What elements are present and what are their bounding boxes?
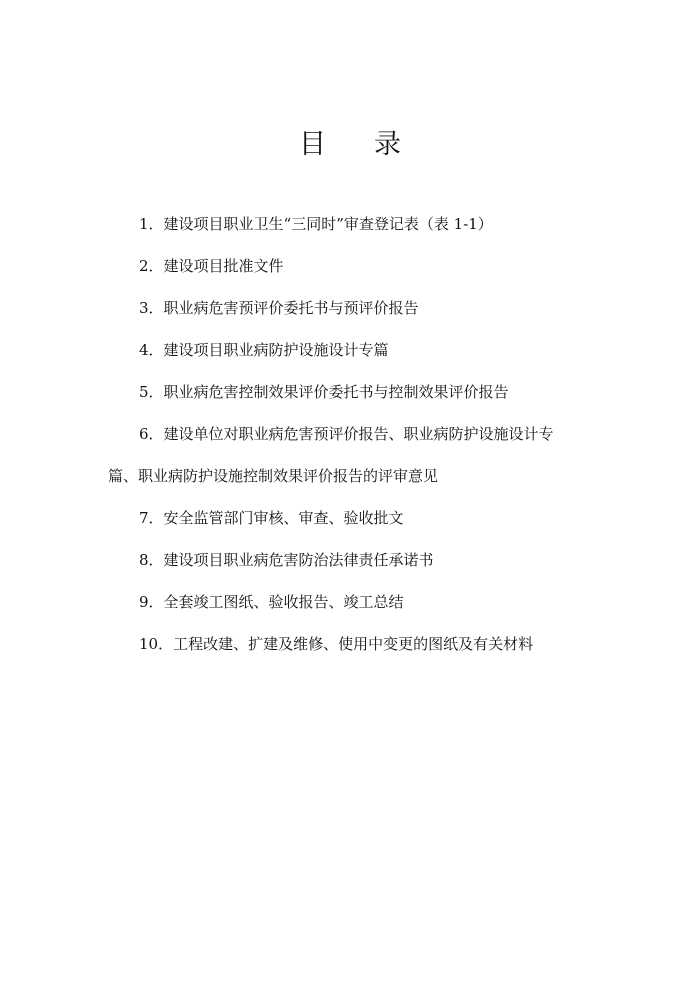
toc-item-number: 6．	[139, 425, 164, 443]
toc-item-text: 工程改建、扩建及维修、使用中变更的图纸及有关材料	[173, 635, 534, 653]
toc-item-4	[139, 343, 389, 358]
toc-item-10	[139, 637, 533, 652]
title-char-1: 目	[299, 129, 326, 160]
toc-item-number: 8．	[139, 551, 164, 569]
toc-item-1	[139, 217, 493, 232]
toc-item-9	[139, 595, 404, 610]
toc-item-text: 建设项目职业病防护设施设计专篇	[163, 341, 389, 359]
page-title	[0, 122, 700, 161]
toc-item-6	[139, 427, 554, 442]
toc-item-text: 全套竣工图纸、验收报告、竣工总结	[163, 593, 404, 611]
title-char-2: 录	[374, 129, 401, 160]
toc-item-number: 10．	[139, 635, 174, 653]
toc-item-8	[139, 553, 434, 568]
toc-item-2	[139, 259, 284, 274]
toc-item-number: 1．	[139, 215, 164, 233]
toc-item-number: 2．	[139, 257, 164, 275]
toc-item-text: 建设项目职业卫生“三同时”审查登记表（表 1-1）	[163, 215, 493, 233]
toc-item-number: 7．	[139, 509, 164, 527]
toc-item-text: 建设项目职业病危害防治法律责任承诺书	[163, 551, 434, 569]
toc-item-number: 3．	[139, 299, 164, 317]
toc-item-text: 建设项目批准文件	[163, 257, 284, 275]
toc-item-text: 安全监管部门审核、审查、验收批文	[163, 509, 404, 527]
toc-item-text: 职业病危害控制效果评价委托书与控制效果评价报告	[163, 383, 509, 401]
toc-item-7	[139, 511, 404, 526]
toc-item-3	[139, 301, 419, 316]
toc-item-number: 5．	[139, 383, 164, 401]
toc-item-text: 职业病危害预评价委托书与预评价报告	[163, 299, 419, 317]
toc-item-number: 4．	[139, 341, 164, 359]
toc-item-6-continuation	[108, 469, 438, 484]
toc-item-text: 篇、职业病防护设施控制效果评价报告的评审意见	[108, 467, 439, 485]
toc-item-text: 建设单位对职业病危害预评价报告、职业病防护设施设计专	[163, 425, 554, 443]
toc-item-5	[139, 385, 509, 400]
toc-item-number: 9．	[139, 593, 164, 611]
